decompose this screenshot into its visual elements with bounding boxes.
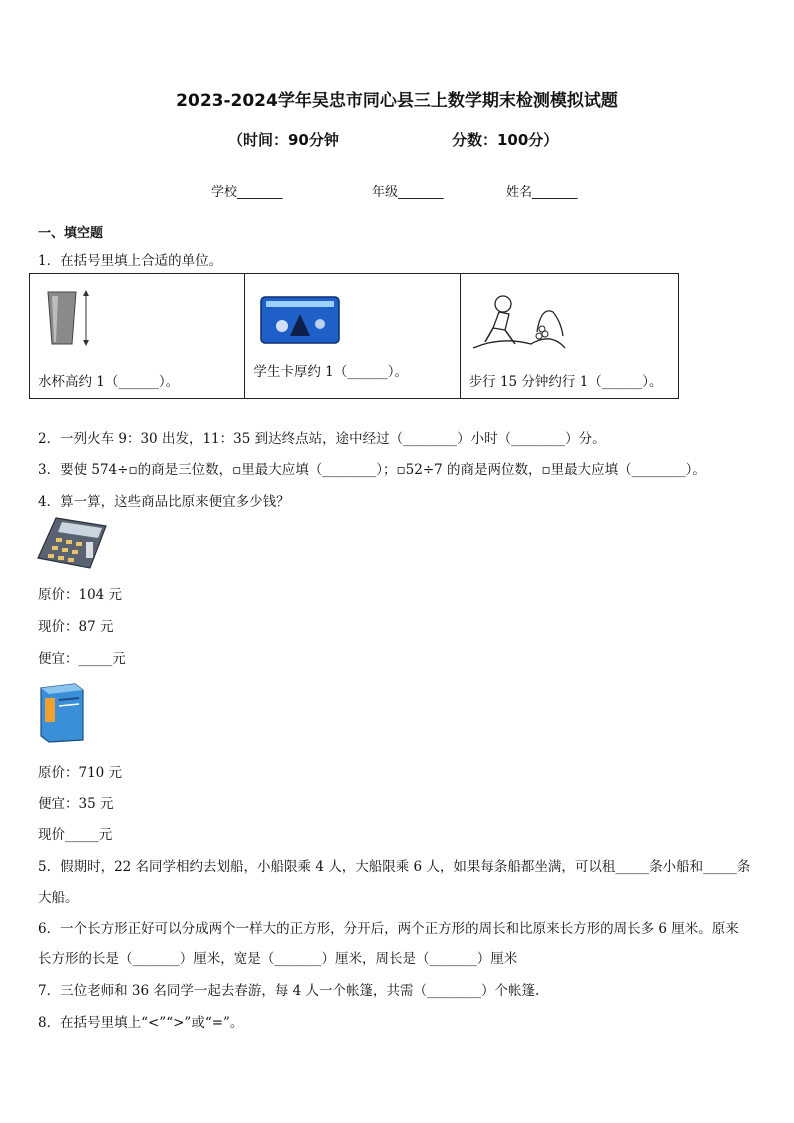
unit-cell-cup [30,274,245,399]
question-6-line2: 长方形的长是（_______）厘米，宽是（_______）厘米，周长是（_______）厘米 [38,951,518,967]
page-title: 2023-2024学年吴忠市同心县三上数学期末检测模拟试题 [176,91,618,111]
question-5-line1: 5．假期时，22 名同学相约去划船，小船限乘 4 人，大船限乘 6 人，如果每条船都坐满，可以租_____条小船和_____条 [38,859,751,875]
card-label: 学生卡厚约 1（______）。 [253,364,408,380]
box-icon [37,680,87,744]
item1-current-price: 现价：87 元 [38,619,114,635]
question-5-line2: 大船。 [38,890,79,906]
section-heading: 一、填空题 [38,226,104,241]
school-field: 学校_______ [211,185,283,200]
question-2: 2．一列火车 9：30 出发，11：35 到达终点站，途中经过（________）小时（________）分。 [38,431,606,447]
question-6-line1: 6．一个长方形正好可以分成两个一样大的正方形，分开后，两个正方形的周长和比原来长方形的周长多 6 厘米。原来 [38,921,739,937]
item1-original-price: 原价：104 元 [38,587,123,603]
question-4: 4．算一算，这些商品比原来便宜多少钱？ [38,494,290,510]
exam-time: （时间：90分钟 [228,131,339,149]
item2-current-price: 现价_____元 [38,827,113,843]
unit-cell-walk [460,274,678,399]
item2-original-price: 原价：710 元 [38,765,123,781]
cup-icon [42,288,102,352]
name-field: 姓名_______ [506,185,578,200]
unit-cell-card [245,274,460,399]
walking-child-icon [471,292,567,352]
student-card-icon [260,296,340,344]
cup-label: 水杯高约 1（______）。 [38,374,180,390]
item1-discount: 便宜：_____元 [38,651,126,667]
question-8: 8．在括号里填上“<”“>”或“=”。 [38,1015,244,1031]
walk-label: 步行 15 分钟约行 1（______）。 [468,374,663,390]
calculator-icon [36,516,108,570]
exam-score: 分数：100分） [452,131,559,149]
question-3: 3．要使 574÷▫的商是三位数，▫里最大应填（________）；▫52÷7 的商是两位数，▫里最大应填（________）。 [38,462,706,478]
item2-discount: 便宜：35 元 [38,796,114,812]
question-7: 7．三位老师和 36 名同学一起去春游，每 4 人一个帐篷，共需（________）个帐篷. [38,983,540,999]
question-1: 1．在括号里填上合适的单位。 [38,253,223,269]
grade-field: 年级_______ [372,185,444,200]
unit-table [29,273,679,399]
